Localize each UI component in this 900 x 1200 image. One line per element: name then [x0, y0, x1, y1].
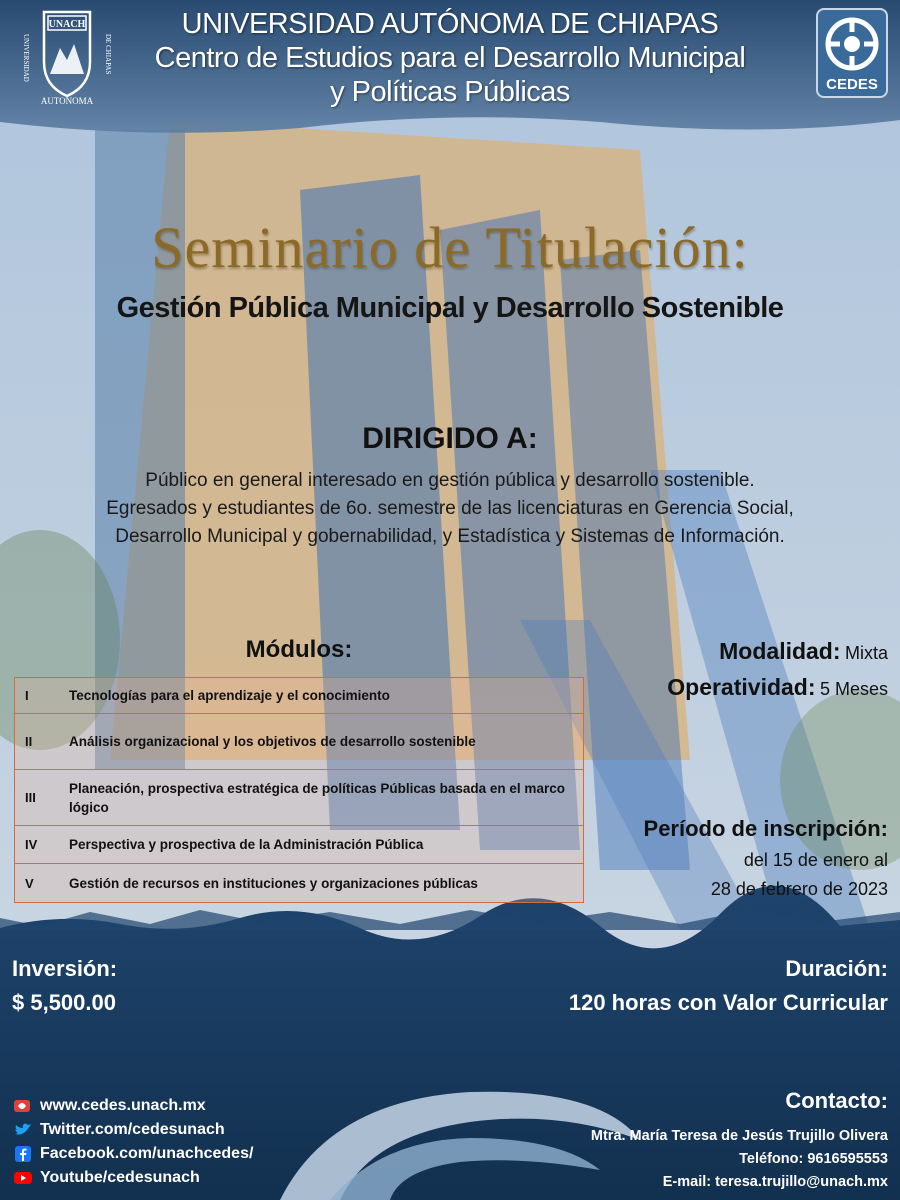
contact-email[interactable]: E-mail: teresa.trujillo@unach.mx — [662, 1174, 888, 1190]
module-row — [15, 678, 583, 714]
modality — [560, 638, 888, 665]
youtube-text: Youtube/cedesunach — [40, 1169, 200, 1186]
header-center-line2: y Políticas Públicas — [330, 76, 570, 108]
facebook-text: Facebook.com/unachcedes/ — [40, 1145, 254, 1162]
svg-text:UNACH: UNACH — [48, 19, 86, 30]
target-audience-line: Egresados y estudiantes de 6o. semestre de las licenciaturas en Gerencia Social, — [106, 498, 794, 519]
svg-text:AUTONOMA: AUTONOMA — [40, 96, 94, 106]
youtube-link[interactable] — [12, 1168, 200, 1188]
course-duration-label: Duración: — [785, 956, 888, 981]
module-number: II — [25, 734, 33, 749]
module-row — [15, 770, 583, 826]
website-link[interactable] — [12, 1096, 206, 1116]
seminar-subtitle: Gestión Pública Municipal y Desarrollo Sostenible — [116, 292, 784, 324]
module-title: Análisis organizacional y los objetivos de desarrollo sostenible — [69, 734, 476, 749]
investment-value: $ 5,500.00 — [12, 990, 116, 1015]
target-audience-line: Público en general interesado en gestión pública y desarrollo sostenible. — [145, 470, 755, 491]
website-text: www.cedes.unach.mx — [40, 1097, 206, 1114]
contact-heading: Contacto: — [785, 1088, 888, 1113]
operativity-label: Operatividad: — [667, 674, 816, 700]
twitter-icon — [12, 1120, 34, 1140]
operativity-value: 5 Meses — [819, 679, 888, 699]
module-title: Tecnologías para el aprendizaje y el conocimiento — [69, 688, 390, 703]
youtube-icon — [12, 1168, 34, 1188]
target-audience-line: Desarrollo Municipal y gobernabilidad, y Estadística y Sistemas de Información. — [115, 526, 785, 547]
investment-label: Inversión: — [12, 956, 118, 981]
cedes-label: CEDES — [826, 76, 878, 93]
course-duration-value: 120 horas con Valor Curricular — [568, 990, 888, 1015]
target-audience-heading: DIRIGIDO A: — [362, 422, 538, 455]
module-row — [15, 826, 583, 864]
twitter-link[interactable] — [12, 1120, 225, 1140]
cedes-emblem-icon — [818, 10, 886, 78]
duration-months — [560, 674, 888, 701]
module-title: Perspectiva y prospectiva de la Administración Pública — [69, 837, 424, 852]
twitter-text: Twitter.com/cedesunach — [40, 1121, 225, 1138]
unach-logo — [14, 4, 120, 108]
contact-phone: Teléfono: 9616595553 — [739, 1151, 888, 1167]
modules-table — [14, 677, 584, 903]
modules-heading: Módulos: — [245, 636, 353, 663]
contact-name: Mtra. María Teresa de Jesús Trujillo Olivera — [590, 1128, 888, 1144]
facebook-link[interactable] — [12, 1144, 253, 1164]
web-icon — [12, 1096, 34, 1116]
module-row — [15, 864, 583, 902]
seminar-title: Seminario de Titulación: — [151, 215, 749, 280]
module-number: V — [25, 875, 34, 891]
registration-period-heading: Período de inscripción: — [643, 816, 888, 841]
header-university: UNIVERSIDAD AUTÓNOMA DE CHIAPAS — [181, 8, 719, 40]
facebook-icon — [12, 1144, 34, 1164]
header-center-line1: Centro de Estudios para el Desarrollo Municipal — [154, 42, 746, 74]
module-row — [15, 714, 583, 770]
svg-text:DE CHIAPAS: DE CHIAPAS — [104, 34, 112, 75]
modality-value: Mixta — [844, 643, 888, 663]
module-number: I — [25, 688, 29, 703]
modality-label: Modalidad: — [719, 638, 841, 664]
module-number: III — [25, 790, 36, 805]
registration-period-end: 28 de febrero de 2023 — [710, 879, 888, 899]
module-title: Gestión de recursos en instituciones y organizaciones públicas — [69, 875, 478, 891]
module-number: IV — [25, 837, 38, 852]
module-title: Planeación, prospectiva estratégica de políticas Públicas basada en el marco lógico — [69, 780, 565, 815]
registration-period-start: del 15 de enero al — [743, 850, 888, 870]
svg-text:UNIVERSIDAD: UNIVERSIDAD — [22, 34, 30, 82]
